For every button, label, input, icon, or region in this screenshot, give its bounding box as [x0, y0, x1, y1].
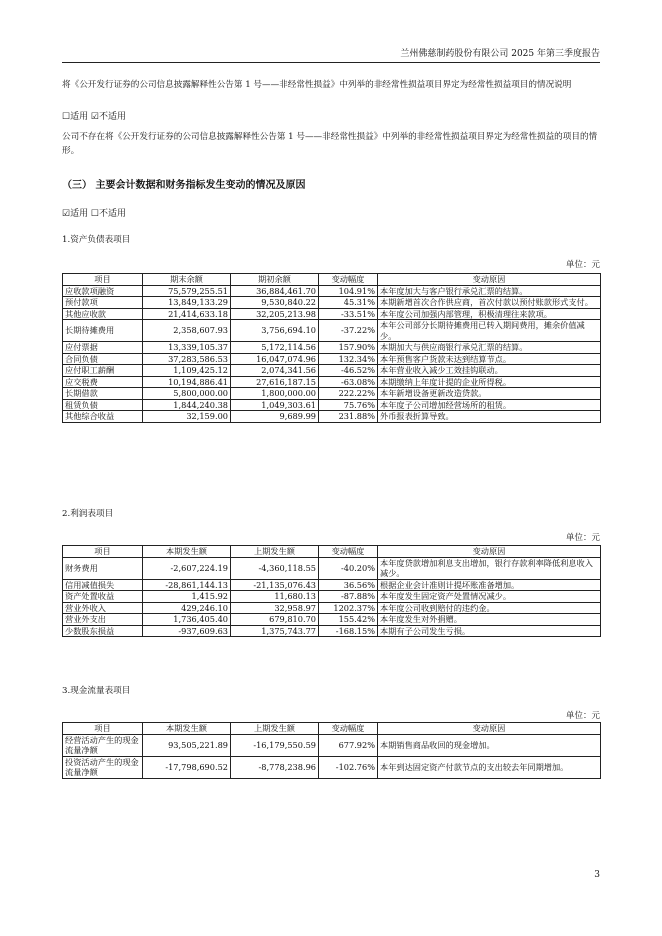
- table-cell: 1,109,425.12: [143, 365, 231, 377]
- table-cell: 157.90%: [319, 342, 378, 354]
- table-row: [63, 353, 601, 365]
- table-cell: 少数股东损益: [63, 625, 143, 637]
- cashflow-title: 3.现金流量表项目: [62, 686, 131, 696]
- table-row: [63, 602, 601, 614]
- table-cell: 132.34%: [319, 353, 378, 365]
- table-cell: 本年到达固定资产付款节点的支出较去年同期增加。: [378, 756, 601, 778]
- table-cell: 2,074,341.56: [231, 365, 319, 377]
- table-row: [63, 734, 601, 756]
- table-cell: 本年营业收入减少工效挂钩联动。: [378, 365, 601, 377]
- table-cell: 16,047,074.96: [231, 353, 319, 365]
- table-cell: 经营活动产生的现金流量净额: [63, 734, 143, 756]
- table-cell: -16,179,550.59: [231, 734, 319, 756]
- page-number: 3: [594, 870, 600, 880]
- table-cell: 3,756,694.10: [231, 320, 319, 342]
- table-cell: 本年度公司收到赔付的违约金。: [378, 602, 601, 614]
- table-cell: 应收款项融资: [63, 285, 143, 297]
- table-row: [63, 365, 601, 377]
- table-cell: 222.22%: [319, 388, 378, 400]
- table-cell: 9,530,840.22: [231, 297, 319, 309]
- col-header: 变动幅度: [319, 723, 378, 735]
- table-cell: 677.92%: [319, 734, 378, 756]
- table-row: [63, 388, 601, 400]
- table-cell: 1,844,240.38: [143, 399, 231, 411]
- table-cell: 155.42%: [319, 614, 378, 626]
- table-cell: 应付职工薪酬: [63, 365, 143, 377]
- col-header: 变动原因: [378, 723, 601, 735]
- income-table: [62, 545, 601, 637]
- table-cell: 应交税费: [63, 376, 143, 388]
- table-cell: -63.08%: [319, 376, 378, 388]
- table-cell: 1,736,405.40: [143, 614, 231, 626]
- table-row: [63, 376, 601, 388]
- income-unit: 单位：元: [565, 533, 600, 543]
- table-row: [63, 591, 601, 603]
- table-cell: 本期有子公司发生亏损。: [378, 625, 601, 637]
- table-cell: 36,884,461.70: [231, 285, 319, 297]
- cashflow-table: [62, 722, 601, 779]
- intro-paragraph-2: 公司不存在将《公开发行证券的公司信息披露解释性公告第 1 号——非经常性损益》中列举的非经常性损益项目界定为经常性损益的项目的情形。: [62, 132, 598, 156]
- balance-title: 1.资产负债表项目: [62, 235, 131, 245]
- balance-unit: 单位：元: [565, 260, 600, 270]
- header-title: 兰州佛慈制药股份有限公司 2025 年第三季度报告: [400, 49, 600, 59]
- table-row: [63, 625, 601, 637]
- table-cell: -937,609.63: [143, 625, 231, 637]
- col-header: 本期发生额: [143, 546, 231, 558]
- balance-table: [62, 273, 601, 423]
- page-header: [62, 44, 600, 63]
- table-cell: 根据企业会计准则计提坏账准备增加。: [378, 579, 601, 591]
- table-cell: -17,798,690.52: [143, 756, 231, 778]
- col-header: 项目: [63, 274, 143, 286]
- col-header: 变动幅度: [319, 274, 378, 286]
- col-header: 变动原因: [378, 274, 601, 286]
- table-cell: 93,505,221.89: [143, 734, 231, 756]
- table-row: [63, 756, 601, 778]
- section-checkbox-line: ☑适用 ☐不适用: [62, 209, 126, 219]
- table-cell: 75.76%: [319, 399, 378, 411]
- table-cell: -8,778,238.96: [231, 756, 319, 778]
- table-cell: 其他应收款: [63, 308, 143, 320]
- table-cell: 本年度加大与客户银行承兑汇票的结算。: [378, 285, 601, 297]
- table-cell: 429,246.10: [143, 602, 231, 614]
- table-cell: 租赁负债: [63, 399, 143, 411]
- table-cell: 13,849,133.29: [143, 297, 231, 309]
- table-cell: 营业外收入: [63, 602, 143, 614]
- table-cell: 本期缴纳上年度计提的企业所得税。: [378, 376, 601, 388]
- table-row: [63, 411, 601, 423]
- table-cell: 32,159.00: [143, 411, 231, 423]
- table-cell: 679,810.70: [231, 614, 319, 626]
- table-cell: 36.56%: [319, 579, 378, 591]
- col-header: 期初余额: [231, 274, 319, 286]
- section-title: （三） 主要会计数据和财务指标发生变动的情况及原因: [62, 180, 306, 191]
- table-cell: 27,616,187.15: [231, 376, 319, 388]
- table-cell: 本年度贷款增加利息支出增加，银行存款利率降低利息收入减少。: [378, 557, 601, 579]
- col-header: 上期发生额: [231, 723, 319, 735]
- col-header: 变动幅度: [319, 546, 378, 558]
- table-row: [63, 342, 601, 354]
- table-cell: 本期新增首次合作供应商，首次付款以预付账款形式支付。: [378, 297, 601, 309]
- table-row: [63, 579, 601, 591]
- table-cell: 财务费用: [63, 557, 143, 579]
- col-header: 变动原因: [378, 546, 601, 558]
- table-cell: 11,680.13: [231, 591, 319, 603]
- table-row: [63, 614, 601, 626]
- col-header: 上期发生额: [231, 546, 319, 558]
- table-row: [63, 399, 601, 411]
- table-cell: 5,800,000.00: [143, 388, 231, 400]
- table-row: [63, 320, 601, 342]
- table-row: [63, 285, 601, 297]
- table-cell: -28,861,144.13: [143, 579, 231, 591]
- table-cell: 本年度子公司增加经营场所的租赁。: [378, 399, 601, 411]
- table-cell: 10,194,886.41: [143, 376, 231, 388]
- table-cell: 1202.37%: [319, 602, 378, 614]
- table-cell: 9,689.99: [231, 411, 319, 423]
- table-cell: 本年度发生对外捐赠。: [378, 614, 601, 626]
- table-cell: 5,172,114.56: [231, 342, 319, 354]
- table-cell: -37.22%: [319, 320, 378, 342]
- table-cell: -46.52%: [319, 365, 378, 377]
- table-row: [63, 297, 601, 309]
- table-cell: 1,049,303.61: [231, 399, 319, 411]
- table-cell: 32,958.97: [231, 602, 319, 614]
- table-cell: 其他综合收益: [63, 411, 143, 423]
- col-header: 本期发生额: [143, 723, 231, 735]
- table-cell: 本年预售客户货款未达到结算节点。: [378, 353, 601, 365]
- table-cell: 2,358,607.93: [143, 320, 231, 342]
- table-cell: -2,607,224.19: [143, 557, 231, 579]
- table-cell: 预付款项: [63, 297, 143, 309]
- table-cell: 本期加大与供应商银行承兑汇票的结算。: [378, 342, 601, 354]
- intro-paragraph-1: 将《公开发行证券的公司信息披露解释性公告第 1 号——非经常性损益》中列举的非经常性损益项目界定为经常性损益项目的情况说明: [62, 80, 572, 90]
- col-header: 期末余额: [143, 274, 231, 286]
- col-header: 项目: [63, 546, 143, 558]
- intro-checkbox-line: ☐适用 ☑不适用: [62, 112, 126, 122]
- table-cell: 21,414,633.18: [143, 308, 231, 320]
- table-cell: -40.20%: [319, 557, 378, 579]
- table-row: [63, 308, 601, 320]
- table-cell: -4,360,118.55: [231, 557, 319, 579]
- table-cell: 13,339,105.37: [143, 342, 231, 354]
- table-cell: 长期借款: [63, 388, 143, 400]
- cashflow-unit: 单位：元: [565, 711, 600, 721]
- table-cell: 外币报表折算导致。: [378, 411, 601, 423]
- table-cell: 32,205,213.98: [231, 308, 319, 320]
- table-cell: 本年公司部分长期待摊费用已转入期间费用，摊余价值减少。: [378, 320, 601, 342]
- table-cell: 本年新增设备更新改造贷款。: [378, 388, 601, 400]
- table-cell: 营业外支出: [63, 614, 143, 626]
- table-cell: 应付票据: [63, 342, 143, 354]
- table-cell: -87.88%: [319, 591, 378, 603]
- table-cell: 45.31%: [319, 297, 378, 309]
- table-cell: 合同负债: [63, 353, 143, 365]
- table-cell: 1,375,743.77: [231, 625, 319, 637]
- table-cell: 75,579,255.51: [143, 285, 231, 297]
- table-cell: 信用减值损失: [63, 579, 143, 591]
- table-cell: 1,415.92: [143, 591, 231, 603]
- table-cell: -168.15%: [319, 625, 378, 637]
- table-cell: 长期待摊费用: [63, 320, 143, 342]
- table-cell: 231.88%: [319, 411, 378, 423]
- table-cell: 本年度公司加强内部管理，积极清理往来款项。: [378, 308, 601, 320]
- table-cell: 本期销售商品收回的现金增加。: [378, 734, 601, 756]
- col-header: 项目: [63, 723, 143, 735]
- table-cell: 37,283,586.53: [143, 353, 231, 365]
- table-cell: 本年度发生固定资产处置情况减少。: [378, 591, 601, 603]
- table-row: [63, 557, 601, 579]
- income-title: 2.利润表项目: [62, 509, 114, 519]
- table-cell: -102.76%: [319, 756, 378, 778]
- table-cell: 104.91%: [319, 285, 378, 297]
- table-cell: 1,800,000.00: [231, 388, 319, 400]
- table-cell: 投资活动产生的现金流量净额: [63, 756, 143, 778]
- table-cell: -33.51%: [319, 308, 378, 320]
- table-cell: -21,135,076.43: [231, 579, 319, 591]
- table-cell: 资产处置收益: [63, 591, 143, 603]
